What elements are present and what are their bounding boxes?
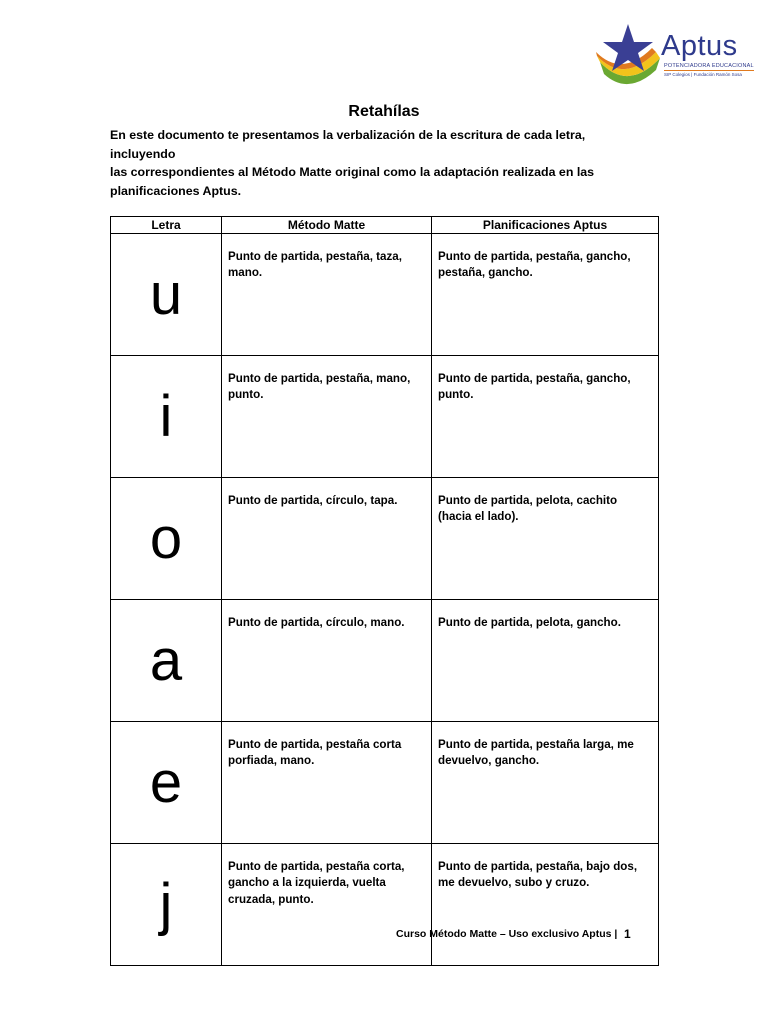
header-metodo-matte: Método Matte (222, 217, 432, 234)
letter-cell: e (111, 722, 222, 844)
matte-cell: Punto de partida, pestaña, mano, punto. (222, 356, 432, 478)
aptus-logo (594, 22, 754, 88)
table-row (111, 234, 659, 356)
table-row (111, 356, 659, 478)
document-title: Retahílas (348, 103, 420, 120)
intro-line: planificaciones Aptus. (110, 183, 242, 198)
intro-paragraph (110, 126, 650, 200)
matte-cell: Punto de partida, pestaña corta, gancho a la izquierda, vuelta cruzada, punto. (222, 844, 432, 966)
aptus-cell: Punto de partida, pestaña, bajo dos, me devuelvo, subo y cruzo. (432, 844, 659, 966)
letter-cell: i (111, 356, 222, 478)
aptus-cell: Punto de partida, pestaña, gancho, punto. (432, 356, 659, 478)
letter-cell: u (111, 234, 222, 356)
table-row (111, 722, 659, 844)
intro-line: las correspondientes al Método Matte original como la adaptación realizada en las (110, 165, 595, 179)
aptus-cell: Punto de partida, pestaña larga, me devuelvo, gancho. (432, 722, 659, 844)
letter-cell: j (111, 844, 222, 966)
letter-cell: o (111, 478, 222, 600)
matte-cell: Punto de partida, círculo, tapa. (222, 478, 432, 600)
aptus-cell: Punto de partida, pestaña, gancho, pestaña, gancho. (432, 234, 659, 356)
logo-tagline: POTENCIADORA EDUCACIONAL (664, 63, 754, 69)
header-planificaciones-aptus: Planificaciones Aptus (432, 217, 659, 234)
matte-cell: Punto de partida, pestaña corta porfiada, mano. (222, 722, 432, 844)
table-row (111, 478, 659, 600)
page-number: 1 (624, 927, 631, 941)
aptus-cell: Punto de partida, pelota, cachito (hacia el lado). (432, 478, 659, 600)
table-row (111, 600, 659, 722)
intro-line: En este documento te presentamos la verbalización de la escritura de cada letra, incluyendo (110, 128, 586, 161)
logo-wordmark: Aptus (661, 30, 738, 62)
logo-subtagline: SIP Colegios | Fundación Ramón Sosa (664, 72, 742, 77)
aptus-cell: Punto de partida, pelota, gancho. (432, 600, 659, 722)
star-logo-icon (594, 22, 664, 88)
footer-text: Curso Método Matte – Uso exclusivo Aptus | (396, 928, 618, 940)
matte-cell: Punto de partida, pestaña, taza, mano. (222, 234, 432, 356)
header-letra: Letra (111, 217, 222, 234)
table-header-row (111, 217, 659, 234)
table-row (111, 844, 659, 966)
matte-cell: Punto de partida, círculo, mano. (222, 600, 432, 722)
retahilas-table (110, 216, 659, 966)
letter-cell: a (111, 600, 222, 722)
